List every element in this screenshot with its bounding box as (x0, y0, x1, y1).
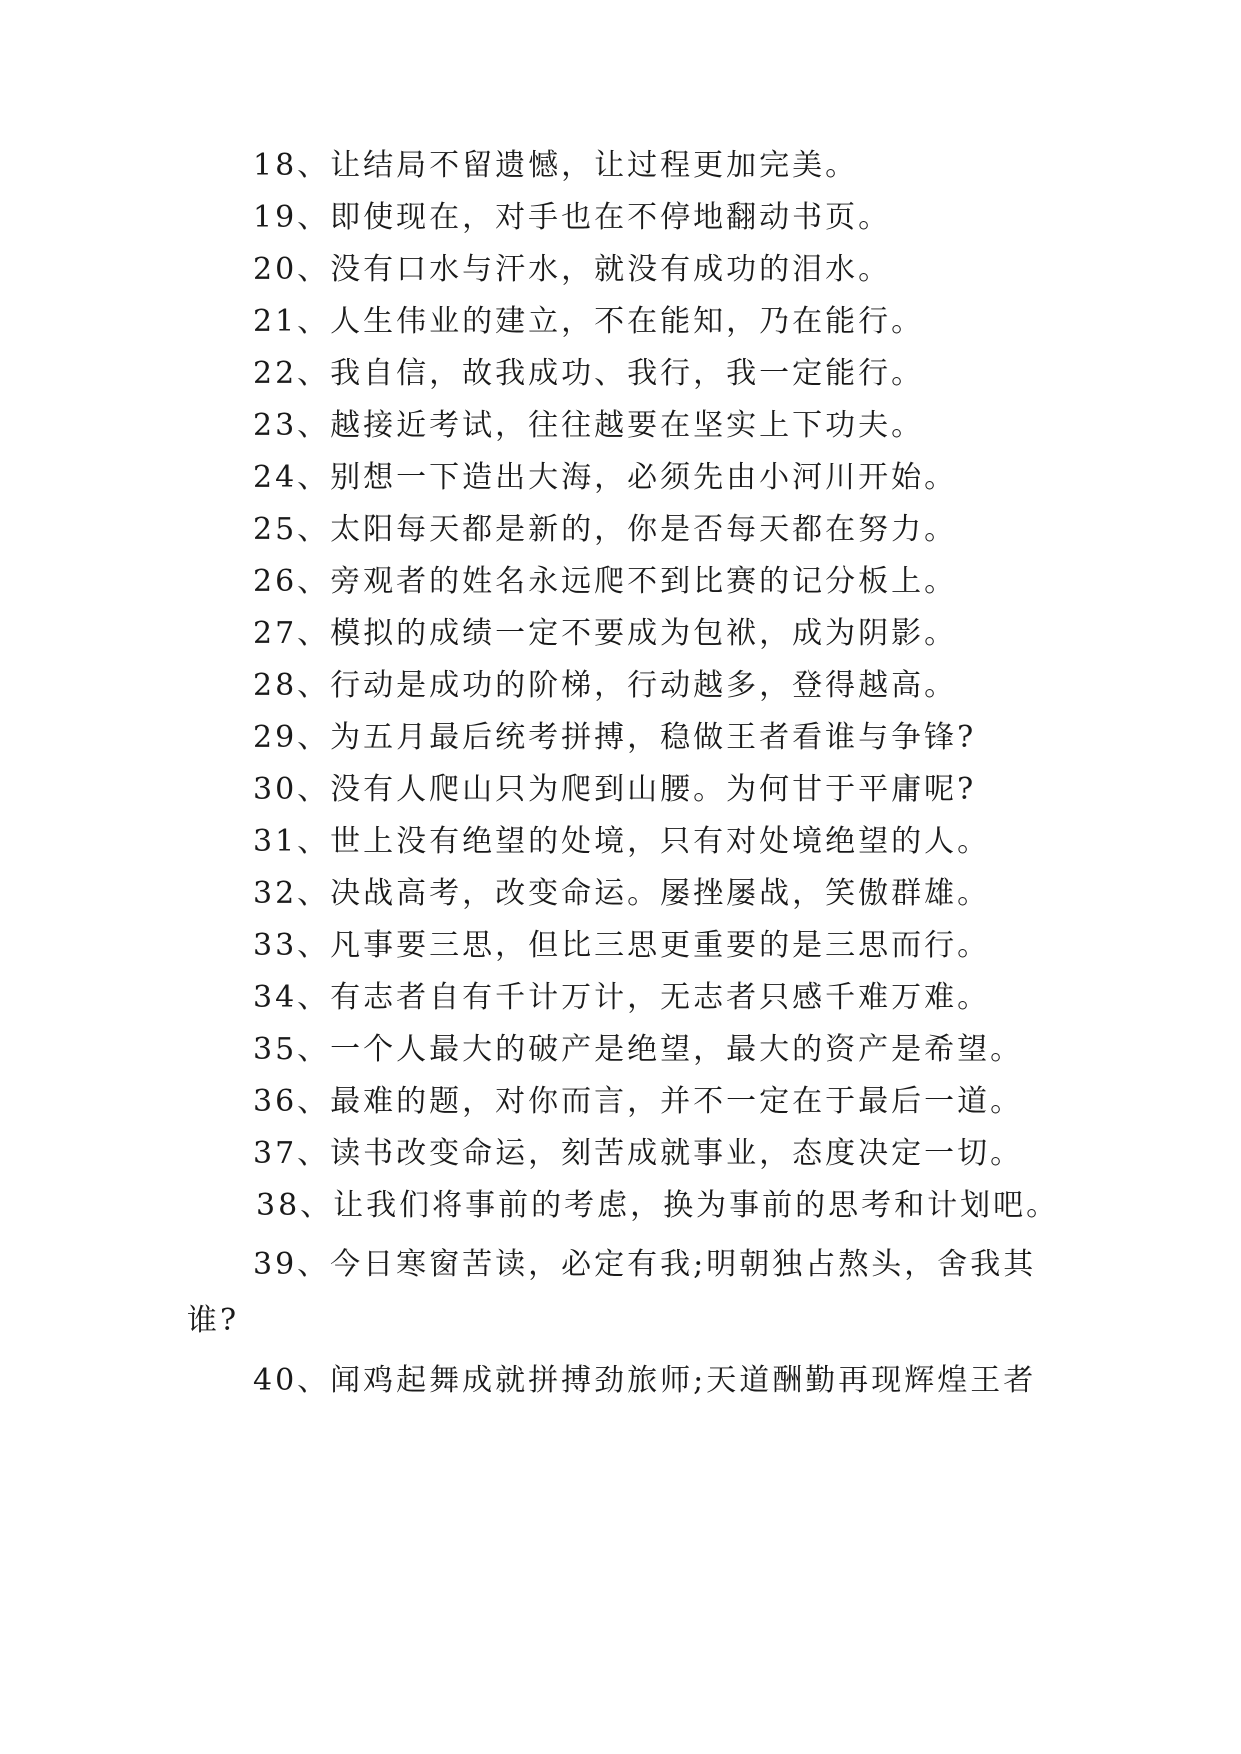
quote-line-39-continuation: 谁? (187, 1303, 240, 1338)
quote-line-20: 20、没有口水与汗水，就没有成功的泪水。 (253, 252, 892, 287)
quote-line-21: 21、人生伟业的建立，不在能知，乃在能行。 (253, 304, 925, 339)
quote-line-36: 36、最难的题，对你而言，并不一定在于最后一道。 (253, 1084, 1024, 1119)
quote-line-18: 18、让结局不留遗憾，让过程更加完美。 (253, 148, 859, 183)
quote-line-33: 33、凡事要三思，但比三思更重要的是三思而行。 (253, 928, 991, 963)
quote-line-32: 32、决战高考，改变命运。屡挫屡战，笑傲群雄。 (253, 876, 991, 911)
quote-line-24: 24、别想一下造出大海，必须先由小河川开始。 (253, 460, 958, 495)
quote-line-35: 35、一个人最大的破产是绝望，最大的资产是希望。 (253, 1032, 1024, 1067)
quote-line-27: 27、模拟的成绩一定不要成为包袱，成为阴影。 (253, 616, 958, 651)
quote-line-38: 38、让我们将事前的考虑，换为事前的思考和计划吧。 (256, 1188, 1060, 1223)
quote-line-30: 30、没有人爬山只为爬到山腰。为何甘于平庸呢? (253, 772, 977, 807)
quote-line-23: 23、越接近考试，往往越要在坚实上下功夫。 (253, 408, 925, 443)
quote-line-34: 34、有志者自有千计万计，无志者只感千难万难。 (253, 980, 991, 1015)
quote-line-28: 28、行动是成功的阶梯，行动越多，登得越高。 (253, 668, 958, 703)
quote-line-37: 37、读书改变命运，刻苦成就事业，态度决定一切。 (253, 1136, 1024, 1171)
quote-line-26: 26、旁观者的姓名永远爬不到比赛的记分板上。 (253, 564, 958, 599)
quote-line-19: 19、即使现在，对手也在不停地翻动书页。 (253, 200, 892, 235)
quote-line-29: 29、为五月最后统考拼搏，稳做王者看谁与争锋? (253, 720, 977, 755)
quote-line-40: 40、闻鸡起舞成就拼搏劲旅师;天道酬勤再现辉煌王者 (253, 1363, 1037, 1398)
quote-line-25: 25、太阳每天都是新的，你是否每天都在努力。 (253, 512, 958, 547)
quote-line-39: 39、今日寒窗苦读，必定有我;明朝独占熬头，舍我其 (253, 1247, 1037, 1282)
quote-line-31: 31、世上没有绝望的处境，只有对处境绝望的人。 (253, 824, 991, 859)
quote-line-22: 22、我自信，故我成功、我行，我一定能行。 (253, 356, 925, 391)
